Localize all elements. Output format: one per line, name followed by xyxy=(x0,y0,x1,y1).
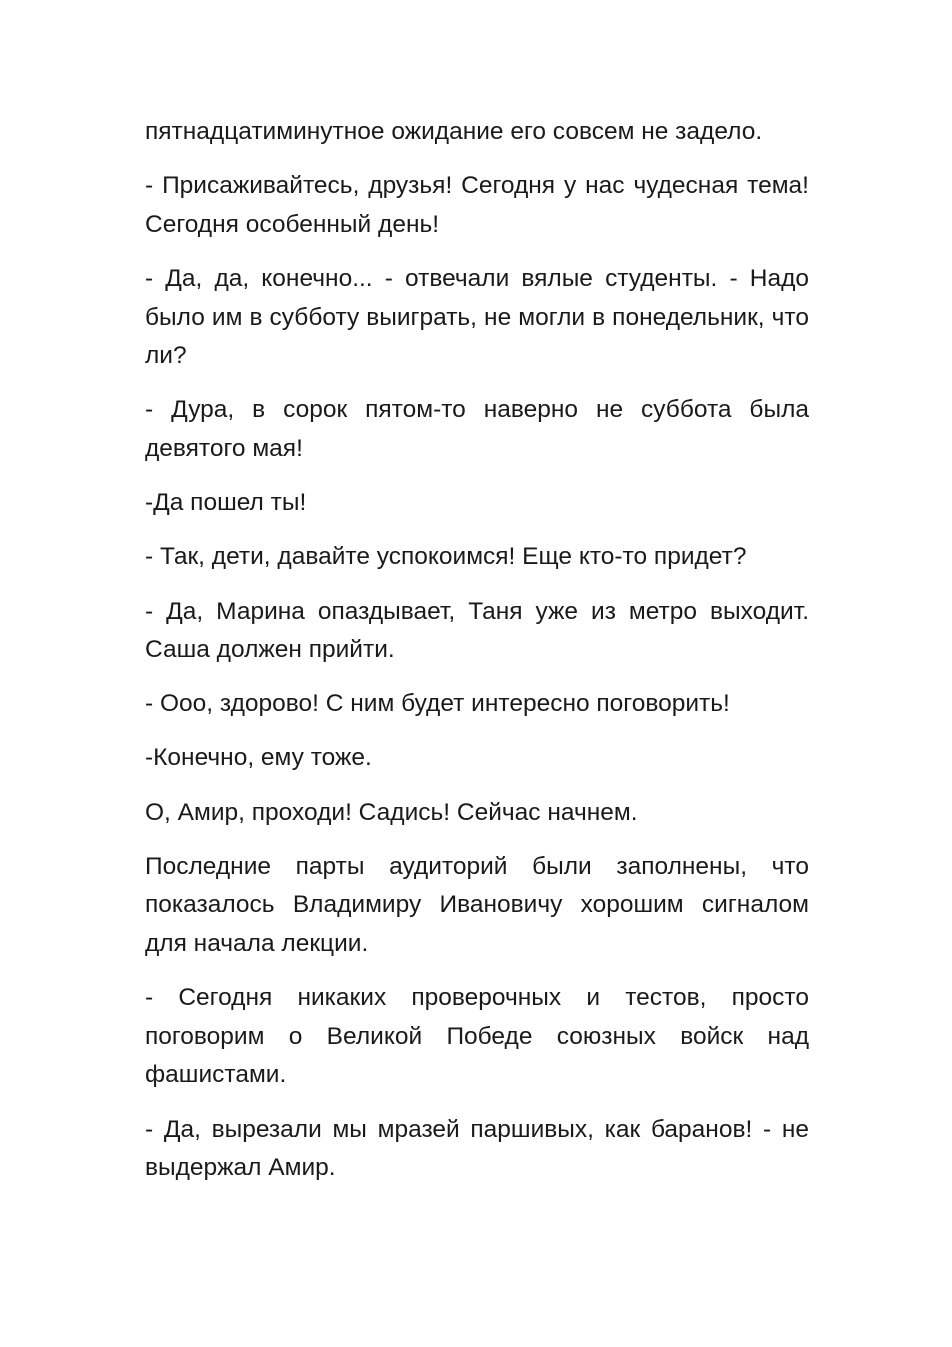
paragraph: -Да пошел ты! xyxy=(145,489,307,517)
paragraph: О, Амир, проходи! Садись! Сейчас начнем. xyxy=(145,798,638,826)
paragraph: - Да, вырезали мы мразей паршивых, как баранов! - не выдержал Амир. xyxy=(145,1115,809,1182)
paragraph: -Конечно, ему тоже. xyxy=(145,744,372,772)
paragraph: - Дура, в сорок пятом-то наверно не суббота была девятого мая! xyxy=(145,396,809,462)
body-text xyxy=(145,113,809,1203)
paragraph: пятнадцатиминутное ожидание его совсем не задело. xyxy=(145,118,763,145)
paragraph: Последние парты аудиторий были заполнены, что показалось Владимиру Ивановичу хорошим сигналом для начала лекции. xyxy=(145,852,809,958)
paragraph: - Присаживайтесь, друзья! Сегодня у нас чудесная тема! Сегодня особенный день! xyxy=(145,172,809,238)
paragraph: - Сегодня никаких проверочных и тестов, просто поговорим о Великой Победе союзных войск над фашистами. xyxy=(145,984,809,1089)
paragraph: - Ооо, здорово! С ним будет интересно поговорить! xyxy=(145,690,730,718)
paragraph: - Да, да, конечно... - отвечали вялые студенты. - Надо было им в субботу выиграть, не могли в понедельник, что ли? xyxy=(145,264,809,370)
paragraph: - Так, дети, давайте успокоимся! Еще кто-то придет? xyxy=(145,543,747,571)
paragraph: - Да, Марина опаздывает, Таня уже из метро выходит. Саша должен прийти. xyxy=(145,597,809,664)
